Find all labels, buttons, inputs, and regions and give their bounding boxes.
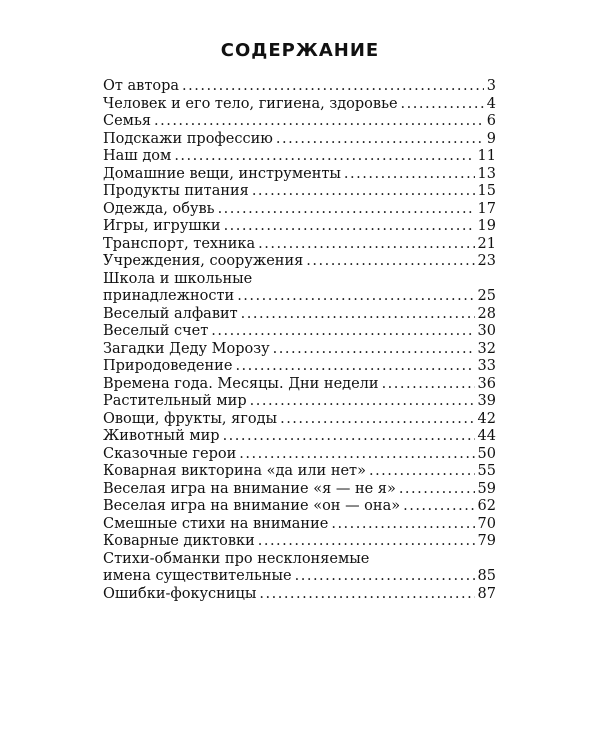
toc-entry-line bbox=[103, 113, 496, 131]
toc-entry-label: Овощи, фрукты, ягоды bbox=[103, 410, 278, 427]
toc-entry-label: Веселая игра на внимание «он — она» bbox=[103, 498, 401, 514]
dot-leader bbox=[403, 498, 474, 516]
toc-entry bbox=[103, 183, 496, 201]
toc-entry-label: Семья bbox=[103, 113, 151, 129]
toc-entry bbox=[103, 446, 496, 464]
toc-entry-line bbox=[103, 148, 496, 166]
toc-entry bbox=[103, 148, 496, 166]
toc-entry bbox=[103, 551, 496, 586]
toc-entry-page-number: 55 bbox=[477, 463, 496, 479]
dot-leader bbox=[154, 113, 484, 131]
toc-entry-line bbox=[103, 463, 496, 481]
toc-entry-line bbox=[103, 78, 496, 96]
toc-entry-page-number: 11 bbox=[477, 148, 496, 164]
dot-leader bbox=[224, 218, 475, 236]
toc-entry-page-number: 15 bbox=[477, 183, 496, 199]
toc-entry bbox=[103, 516, 496, 534]
toc-entry-line bbox=[103, 236, 496, 254]
toc-entry-page-number: 87 bbox=[477, 585, 496, 602]
toc-entry bbox=[103, 78, 496, 96]
toc-entry-label: Животный мир bbox=[103, 428, 220, 444]
dot-leader bbox=[223, 428, 475, 446]
toc-entry bbox=[103, 533, 496, 551]
toc-entry bbox=[103, 481, 496, 499]
toc-entry-line bbox=[103, 498, 496, 516]
dot-leader bbox=[218, 201, 475, 219]
table-of-contents bbox=[103, 78, 496, 603]
toc-entry-page-number: 9 bbox=[486, 130, 496, 147]
toc-entry-label: Коварная викторина «да или нет» bbox=[103, 463, 366, 479]
toc-entry-line bbox=[103, 586, 496, 604]
toc-entry-line bbox=[103, 516, 496, 534]
dot-leader bbox=[237, 288, 474, 306]
toc-entry-page-number: 39 bbox=[477, 393, 496, 409]
toc-entry-label: Веселая игра на внимание «я — не я» bbox=[103, 480, 396, 497]
toc-entry-label: Смешные стихи на внимание bbox=[103, 515, 329, 532]
toc-entry bbox=[103, 218, 496, 236]
toc-entry-page-number: 4 bbox=[486, 95, 496, 112]
dot-leader bbox=[344, 166, 475, 184]
toc-entry-label: Растительный мир bbox=[103, 393, 247, 409]
toc-entry-label: Учреждения, сооружения bbox=[103, 253, 304, 269]
toc-entry-line bbox=[103, 183, 496, 201]
toc-entry bbox=[103, 271, 496, 306]
toc-entry-label: Сказочные герои bbox=[103, 445, 237, 462]
toc-entry-page-number: 30 bbox=[477, 323, 496, 339]
toc-entry-line bbox=[103, 358, 496, 376]
toc-entry-page-number: 19 bbox=[477, 218, 496, 234]
toc-entry-line bbox=[103, 568, 496, 586]
toc-entry-label: Времена года. Месяцы. Дни недели bbox=[103, 375, 379, 392]
dot-leader bbox=[382, 376, 475, 394]
dot-leader bbox=[273, 341, 475, 359]
dot-leader bbox=[235, 358, 474, 376]
toc-entry-line bbox=[103, 533, 496, 551]
dot-leader bbox=[174, 148, 474, 166]
dot-leader bbox=[369, 463, 475, 481]
toc-entry bbox=[103, 498, 496, 516]
toc-entry-page-number: 23 bbox=[477, 253, 496, 269]
toc-entry-label: принадлежности bbox=[103, 288, 235, 304]
toc-entry bbox=[103, 411, 496, 429]
dot-leader bbox=[258, 533, 475, 551]
toc-entry-page-number: 70 bbox=[477, 515, 496, 532]
toc-entry-line bbox=[103, 201, 496, 219]
toc-entry-label: Домашние вещи, инструменты bbox=[103, 165, 341, 182]
page-title: СОДЕРЖАНИЕ bbox=[220, 40, 380, 61]
toc-entry-label: Подскажи профессию bbox=[103, 130, 273, 147]
dot-leader bbox=[259, 586, 474, 604]
toc-entry-label: Продукты питания bbox=[103, 183, 249, 199]
toc-entry-label: Наш дом bbox=[103, 148, 172, 164]
toc-entry-label: Природоведение bbox=[103, 358, 233, 374]
toc-entry bbox=[103, 323, 496, 341]
toc-entry-page-number: 50 bbox=[477, 445, 496, 462]
toc-entry-label: Веселый алфавит bbox=[103, 305, 238, 322]
toc-entry bbox=[103, 166, 496, 184]
toc-entry-line bbox=[103, 253, 496, 271]
dot-leader bbox=[258, 236, 474, 254]
toc-entry-line bbox=[103, 218, 496, 236]
toc-entry-label: имена существительные bbox=[103, 568, 292, 584]
toc-entry-label: От автора bbox=[103, 78, 180, 94]
toc-entry-label: Загадки Деду Морозу bbox=[103, 340, 270, 357]
toc-entry-page-number: 25 bbox=[477, 288, 496, 304]
toc-entry-label: Ошибки-фокусницы bbox=[103, 585, 257, 602]
toc-entry bbox=[103, 376, 496, 394]
toc-entry-page-number: 21 bbox=[477, 235, 496, 252]
toc-entry-line bbox=[103, 306, 496, 324]
toc-entry-page-number: 36 bbox=[477, 375, 496, 392]
toc-entry-page-number: 33 bbox=[477, 358, 496, 374]
toc-entry-page-number: 85 bbox=[477, 568, 496, 584]
toc-entry-label: Человек и его тело, гигиена, здоровье bbox=[103, 95, 398, 112]
toc-entry bbox=[103, 113, 496, 131]
dot-leader bbox=[250, 393, 475, 411]
toc-entry-line bbox=[103, 323, 496, 341]
toc-entry-page-number: 28 bbox=[477, 305, 496, 322]
dot-leader bbox=[276, 131, 484, 149]
dot-leader bbox=[182, 78, 484, 96]
toc-entry-line bbox=[103, 131, 496, 149]
toc-entry bbox=[103, 306, 496, 324]
toc-entry-line bbox=[103, 428, 496, 446]
toc-entry-label: Коварные диктовки bbox=[103, 533, 255, 549]
dot-leader bbox=[295, 568, 475, 586]
toc-entry-line bbox=[103, 446, 496, 464]
toc-entry-first-line bbox=[103, 551, 496, 569]
toc-entry-label-line1: Школа и школьные bbox=[103, 270, 253, 287]
toc-entry bbox=[103, 341, 496, 359]
dot-leader bbox=[241, 306, 475, 324]
toc-entry-label-line1: Стихи-обманки про несклоняемые bbox=[103, 550, 370, 567]
toc-entry bbox=[103, 236, 496, 254]
toc-entry-line bbox=[103, 288, 496, 306]
toc-entry-page-number: 59 bbox=[477, 480, 496, 497]
toc-entry bbox=[103, 96, 496, 114]
dot-leader bbox=[306, 253, 474, 271]
toc-entry bbox=[103, 358, 496, 376]
toc-entry bbox=[103, 428, 496, 446]
dot-leader bbox=[239, 446, 474, 464]
toc-entry-label: Веселый счет bbox=[103, 323, 209, 339]
dot-leader bbox=[252, 183, 475, 201]
toc-entry-line bbox=[103, 376, 496, 394]
toc-entry-label: Игры, игрушки bbox=[103, 218, 221, 234]
toc-entry-line bbox=[103, 481, 496, 499]
dot-leader bbox=[211, 323, 474, 341]
toc-entry-page-number: 13 bbox=[477, 165, 496, 182]
dot-leader bbox=[401, 96, 484, 114]
toc-entry-page-number: 79 bbox=[477, 533, 496, 549]
toc-entry-page-number: 44 bbox=[477, 428, 496, 444]
toc-entry bbox=[103, 586, 496, 604]
toc-entry-line bbox=[103, 166, 496, 184]
toc-entry-page-number: 17 bbox=[477, 200, 496, 217]
toc-entry-line bbox=[103, 411, 496, 429]
toc-entry-label: Одежда, обувь bbox=[103, 200, 215, 217]
toc-entry-first-line bbox=[103, 271, 496, 289]
toc-entry bbox=[103, 201, 496, 219]
toc-entry-line bbox=[103, 393, 496, 411]
toc-entry bbox=[103, 131, 496, 149]
toc-entry-page-number: 62 bbox=[477, 498, 496, 514]
toc-entry-line bbox=[103, 96, 496, 114]
toc-entry bbox=[103, 463, 496, 481]
toc-entry bbox=[103, 253, 496, 271]
dot-leader bbox=[280, 411, 474, 429]
toc-entry-label: Транспорт, техника bbox=[103, 235, 256, 252]
toc-entry-page-number: 6 bbox=[486, 113, 496, 129]
toc-entry-page-number: 32 bbox=[477, 340, 496, 357]
toc-entry-page-number: 42 bbox=[477, 410, 496, 427]
toc-entry bbox=[103, 393, 496, 411]
dot-leader bbox=[399, 481, 475, 499]
toc-entry-page-number: 3 bbox=[486, 78, 496, 94]
dot-leader bbox=[331, 516, 474, 534]
toc-entry-line bbox=[103, 341, 496, 359]
